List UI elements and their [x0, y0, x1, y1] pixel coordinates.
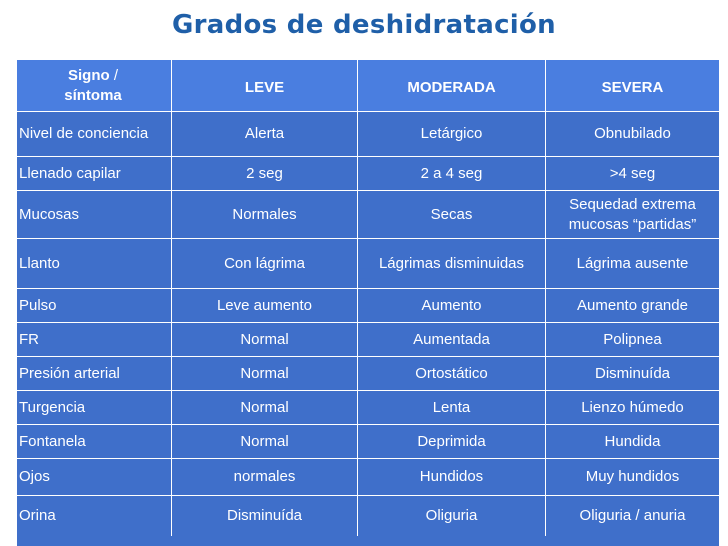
cell-leve: Disminuída: [172, 496, 358, 536]
cell-moderada: Hundidos: [358, 459, 546, 495]
cell-severa: Disminuída: [594, 364, 671, 382]
row-label: Fontanela: [17, 425, 172, 458]
table-row: [17, 425, 719, 459]
cell-moderada: Lágrimas disminuidas: [358, 239, 546, 288]
cell-moderada: Aumentada: [358, 323, 546, 356]
table-row: [17, 191, 719, 239]
cell-severa: Hundida: [604, 432, 661, 450]
cell-leve: Normal: [172, 323, 358, 356]
row-label: FR: [17, 323, 172, 356]
cell-severa: Lienzo húmedo: [581, 398, 684, 416]
table-header-row: [17, 60, 719, 112]
cell-severa: Sequedad extrema mucosas “partidas”: [568, 196, 697, 233]
row-label: Orina: [17, 496, 172, 536]
page-title: Grados de deshidratación: [172, 10, 556, 40]
header-sintoma: síntoma: [64, 86, 122, 104]
row-label: Pulso: [17, 289, 172, 322]
table-row: [17, 112, 719, 157]
header-signo-sintoma: [17, 60, 172, 111]
header-slash: /: [109, 67, 118, 84]
cell-leve: Normal: [172, 425, 358, 458]
row-label: Mucosas: [17, 191, 172, 238]
table-row: [17, 391, 719, 425]
cell-moderada: Aumento: [358, 289, 546, 322]
row-label: Turgencia: [17, 391, 172, 424]
header-signo: Signo: [67, 67, 110, 84]
cell-leve: 2 seg: [172, 157, 358, 190]
cell-severa: Obnubilado: [594, 125, 671, 143]
table-row: [17, 496, 719, 536]
table-row: [17, 323, 719, 357]
cell-leve: Con lágrima: [172, 239, 358, 288]
cell-severa: Aumento grande: [577, 296, 688, 314]
cell-moderada: Ortostático: [358, 357, 546, 390]
table-row: [17, 157, 719, 191]
cell-moderada: 2 a 4 seg: [358, 157, 546, 190]
cell-leve: Normales: [172, 191, 358, 238]
cell-moderada: Deprimida: [358, 425, 546, 458]
row-label: Llanto: [17, 239, 172, 288]
table-row: [17, 459, 719, 496]
cell-severa: Muy hundidos: [585, 468, 680, 486]
cell-moderada: Oliguria: [358, 496, 546, 536]
cell-severa: Polipnea: [603, 330, 662, 348]
table-row: [17, 357, 719, 391]
header-severa: SEVERA: [601, 78, 664, 96]
cell-severa: >4 seg: [609, 164, 656, 182]
row-label: Llenado capilar: [17, 157, 172, 190]
cell-moderada: Letárgico: [358, 112, 546, 156]
cell-moderada: Lenta: [358, 391, 546, 424]
table-row: [17, 289, 719, 323]
dehydration-table: [17, 60, 719, 546]
cell-leve: Normal: [172, 391, 358, 424]
row-label: Nivel de conciencia: [17, 112, 172, 156]
cell-severa: Oliguria / anuria: [579, 507, 686, 525]
row-label: Ojos: [17, 459, 172, 495]
cell-severa: Lágrima ausente: [576, 254, 689, 272]
cell-leve: normales: [172, 459, 358, 495]
cell-leve: Normal: [172, 357, 358, 390]
cell-leve: Leve aumento: [172, 289, 358, 322]
row-label: Presión arterial: [17, 357, 172, 390]
cell-moderada: Secas: [358, 191, 546, 238]
cell-leve: Alerta: [172, 112, 358, 156]
header-leve: LEVE: [172, 60, 358, 111]
header-moderada: MODERADA: [358, 60, 546, 111]
table-row: [17, 239, 719, 289]
